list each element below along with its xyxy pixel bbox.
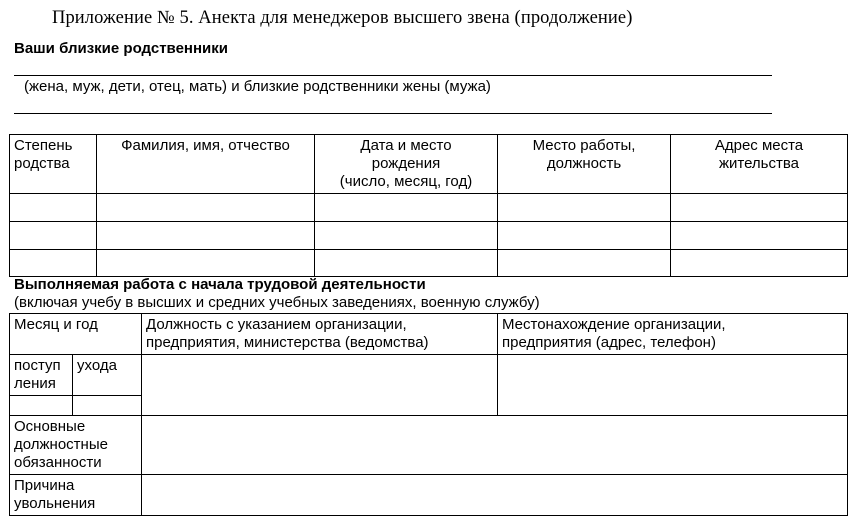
relatives-header-row (10, 135, 848, 194)
table-row (10, 250, 848, 277)
career-col-exit: ухода (73, 355, 142, 396)
relatives-hint: (жена, муж, дети, отец, мать) и близкие родственники жены (мужа) (24, 78, 491, 95)
table-cell[interactable] (97, 250, 315, 277)
career-col-position: Должность с указанием организации, предприятия, министерства (ведомства) (142, 314, 498, 355)
table-cell[interactable] (97, 222, 315, 250)
page-title: Приложение № 5. Анекта для менеджеров высшего звена (продолжение) (52, 8, 633, 28)
relatives-table (9, 134, 848, 277)
table-cell[interactable] (97, 194, 315, 222)
relatives-col-degree: Степень родства (10, 135, 97, 194)
relatives-fill-line-2[interactable] (14, 113, 772, 114)
career-duties-input[interactable] (142, 416, 848, 475)
career-col-entry: поступ ления (10, 355, 73, 396)
career-position-input[interactable] (142, 355, 498, 416)
career-dismissal-row (10, 475, 848, 516)
relatives-col-address: Адрес места жительства (671, 135, 848, 194)
career-header-row (10, 314, 848, 355)
career-heading: Выполняемая работа с начала трудовой деятельности (14, 276, 426, 293)
table-row (10, 194, 848, 222)
career-duties-label: Основные должностные обязанности (10, 416, 142, 475)
career-location-input[interactable] (498, 355, 848, 416)
career-subheading: (включая учебу в высших и средних учебных заведениях, военную службу) (14, 294, 540, 311)
career-exit-date-input[interactable] (73, 396, 142, 416)
table-cell[interactable] (671, 222, 848, 250)
career-entry-date-input[interactable] (10, 396, 73, 416)
relatives-col-birth: Дата и место рождения (число, месяц, год) (315, 135, 498, 194)
table-cell[interactable] (315, 250, 498, 277)
career-table (9, 313, 848, 516)
career-subheader-row (10, 355, 848, 396)
relatives-col-work: Место работы, должность (498, 135, 671, 194)
career-col-location: Местонахождение организации, предприятия (адрес, телефон) (498, 314, 848, 355)
relatives-heading: Ваши близкие родственники (14, 40, 228, 57)
table-row (10, 222, 848, 250)
career-col-month-year: Месяц и год (10, 314, 142, 355)
table-cell[interactable] (671, 194, 848, 222)
table-cell[interactable] (498, 194, 671, 222)
career-dismissal-input[interactable] (142, 475, 848, 516)
career-duties-row (10, 416, 848, 475)
career-dismissal-label: Причина увольнения (10, 475, 142, 516)
table-cell[interactable] (498, 250, 671, 277)
table-cell[interactable] (10, 222, 97, 250)
table-cell[interactable] (315, 222, 498, 250)
table-cell[interactable] (498, 222, 671, 250)
table-cell[interactable] (315, 194, 498, 222)
table-cell[interactable] (671, 250, 848, 277)
relatives-col-fullname: Фамилия, имя, отчество (97, 135, 315, 194)
table-cell[interactable] (10, 250, 97, 277)
relatives-fill-line-1[interactable] (14, 75, 772, 76)
table-cell[interactable] (10, 194, 97, 222)
